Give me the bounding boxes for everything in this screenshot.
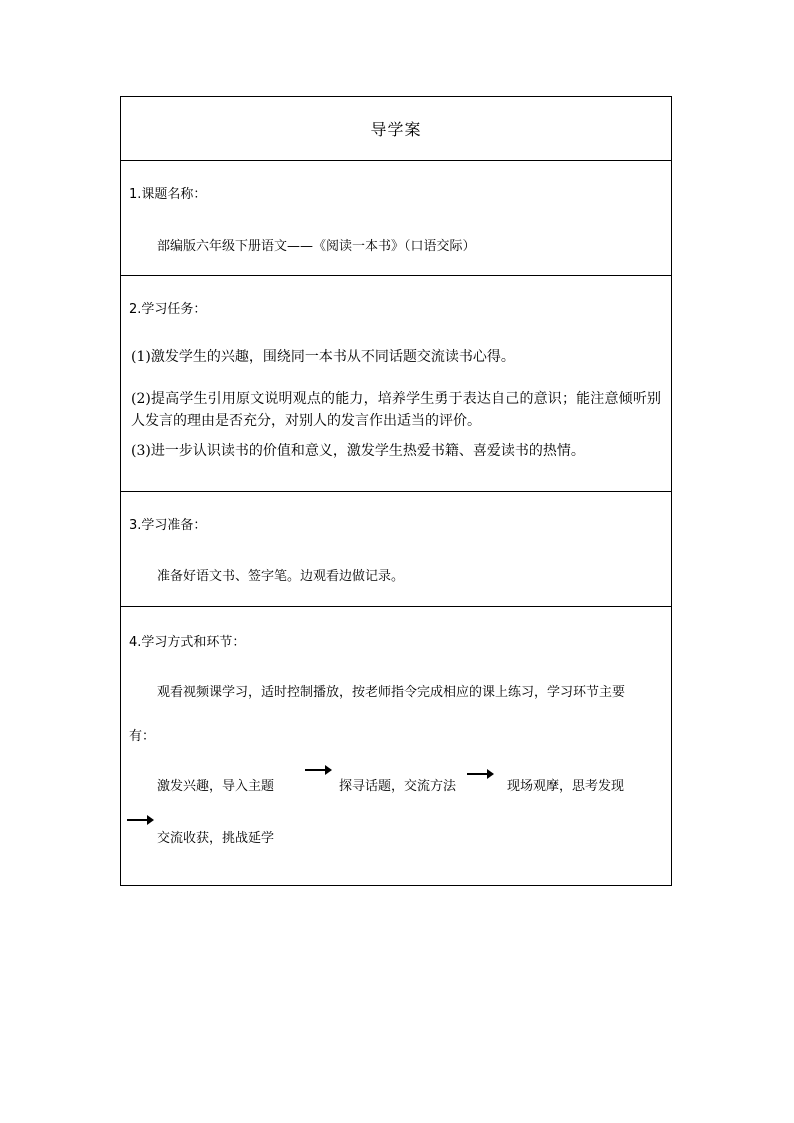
step-2: 探寻话题，交流方法 [339, 779, 457, 794]
step-4: 交流收获，挑战延学 [157, 831, 275, 846]
section-preparation [121, 491, 671, 606]
section1-content: 部编版六年级下册语文——《阅读一本书》（口语交际） [157, 239, 476, 254]
task-item-1: (1)激发学生的兴趣，围绕同一本书从不同话题交流读书心得。 [131, 349, 515, 365]
step-1: 激发兴趣，导入主题 [157, 779, 275, 794]
section4-intro-line1: 观看视频课学习，适时控制播放，按老师指令完成相应的课上练习，学习环节主要 [157, 685, 626, 700]
section-learning-methods [121, 606, 671, 885]
task-item-3: (3)进一步认识读书的价值和意义，激发学生热爱书籍、喜爱读书的热情。 [131, 443, 585, 459]
section-learning-tasks [121, 275, 671, 491]
section-course-name [121, 160, 671, 275]
guide-table [120, 96, 672, 886]
arrow-right-icon [127, 814, 155, 826]
step-3: 现场观摩，思考发现 [507, 779, 625, 794]
section1-heading: 1.课题名称： [129, 187, 207, 202]
section4-intro-line2: 有： [129, 729, 156, 744]
page-title: 导学案 [370, 120, 422, 139]
title-row [121, 97, 671, 160]
arrow-right-icon [467, 768, 495, 780]
arrow-right-icon [305, 764, 333, 776]
section3-content: 准备好语文书、签字笔。边观看边做记录。 [157, 569, 405, 584]
section2-heading: 2.学习任务： [129, 302, 207, 317]
task-item-2: (2)提高学生引用原文说明观点的能力，培养学生勇于表达自己的意识；能注意倾听别人发言的理由是否充分，对别人的发言作出适当的评价。 [131, 391, 661, 429]
section3-heading: 3.学习准备： [129, 518, 207, 533]
section4-heading: 4.学习方式和环节： [129, 635, 246, 650]
